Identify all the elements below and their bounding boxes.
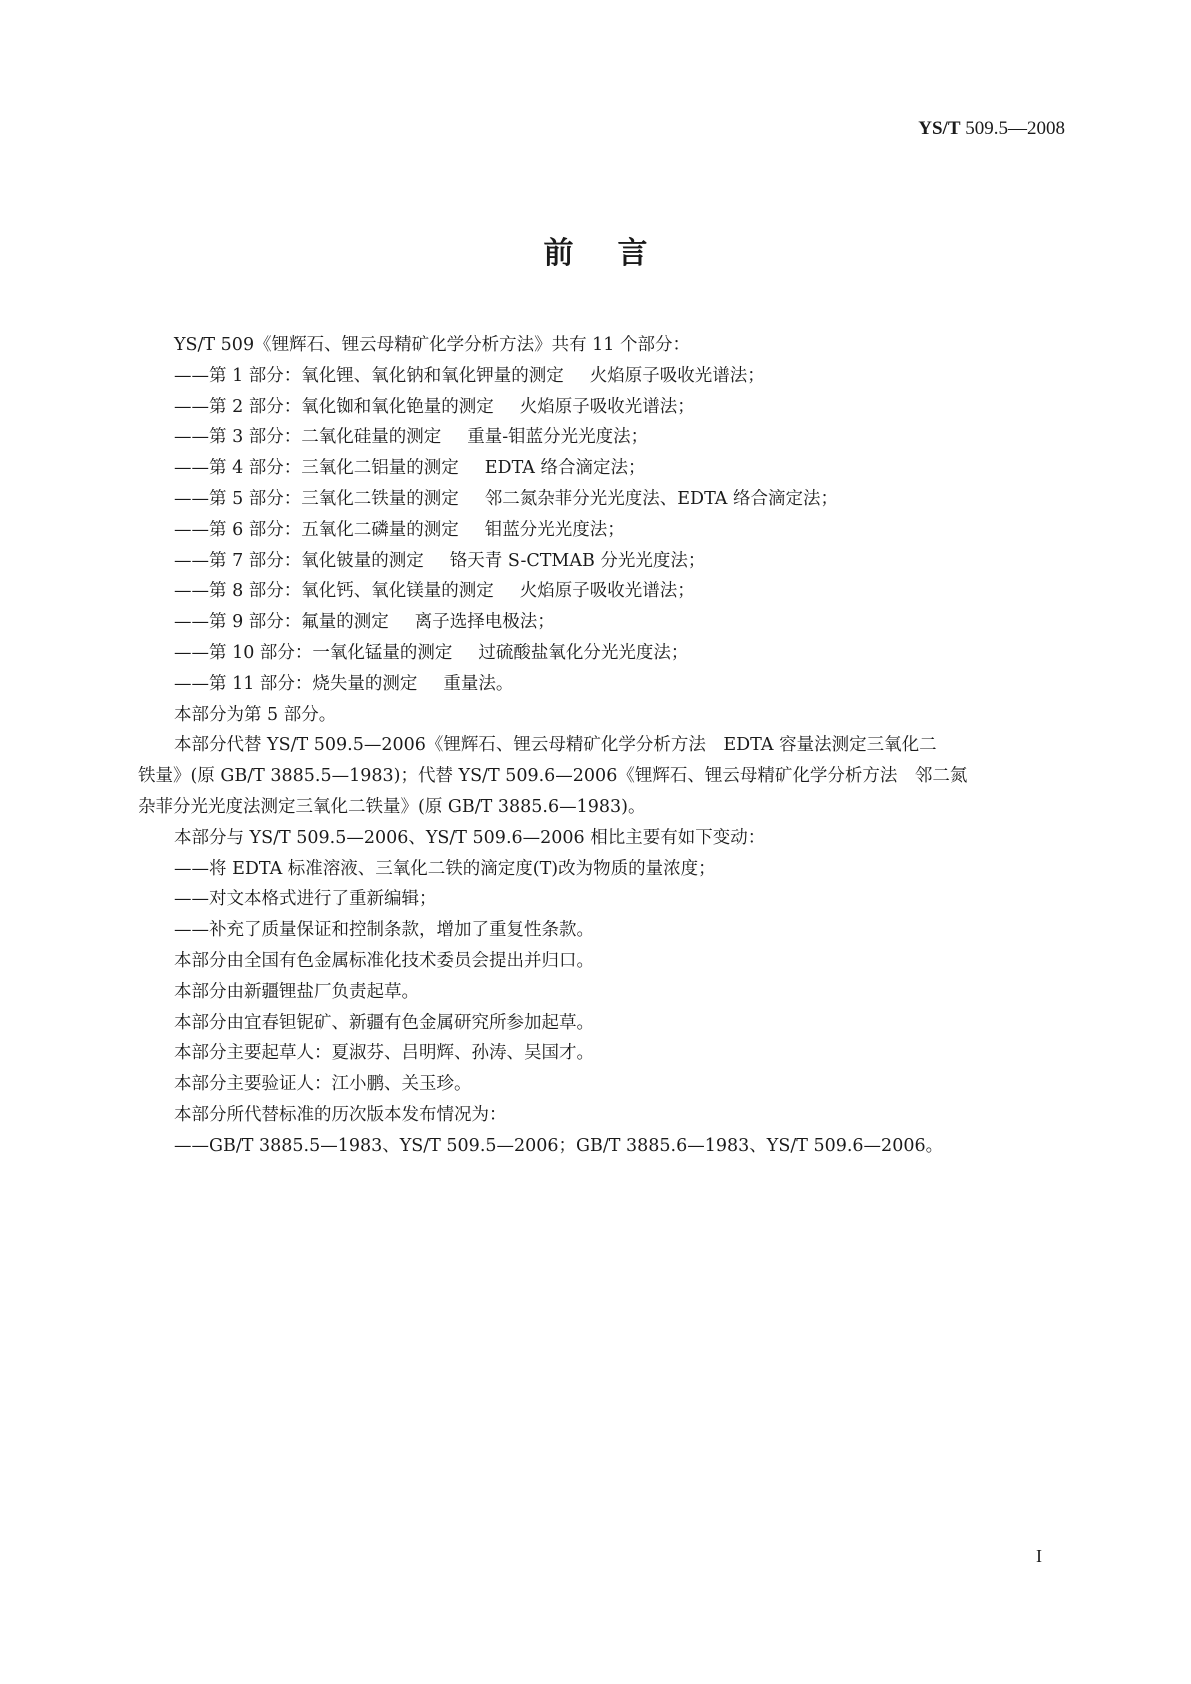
part-item: ——第 5 部分：三氧化二铁量的测定 邻二氮杂菲分光光度法、EDTA 络合滴定法； xyxy=(174,488,838,509)
statement-history-intro: 本部分所代替标准的历次版本发布情况为： xyxy=(174,1104,507,1125)
part-item: ——第 8 部分：氧化钙、氧化镁量的测定 火焰原子吸收光谱法； xyxy=(174,581,695,602)
page-title: 前言 xyxy=(543,236,692,271)
part-item: ——第 9 部分：氟量的测定 离子选择电极法； xyxy=(174,612,555,633)
foreword-body xyxy=(138,330,1064,1162)
changes-intro: 本部分与 YS/T 509.5—2006、YS/T 509.6—2006 相比主要有如下变动： xyxy=(174,827,766,848)
part-item: ——第 4 部分：三氧化二铝量的测定 EDTA 络合滴定法； xyxy=(174,458,646,479)
change-item: ——补充了质量保证和控制条款，增加了重复性条款。 xyxy=(174,920,594,941)
statement-drafter: 本部分由新疆锂盐厂负责起草。 xyxy=(174,981,419,1002)
standard-prefix: YS/T xyxy=(918,118,961,139)
replaces-line-2: 铁量》(原 GB/T 3885.5—1983)；代替 YS/T 509.6—2006《锂辉石、锂云母精矿化学分析方法 邻二氮 xyxy=(138,766,968,787)
change-item: ——对文本格式进行了重新编辑； xyxy=(174,889,437,910)
replaces-line-3: 杂菲分光光度法测定三氧化二铁量》(原 GB/T 3885.6—1983)。 xyxy=(138,796,646,817)
statement-participants: 本部分由宜春钽铌矿、新疆有色金属研究所参加起草。 xyxy=(174,1012,594,1033)
part-item: ——第 7 部分：氧化铍量的测定 铬天青 S-CTMAB 分光光度法； xyxy=(174,550,706,571)
part-item: ——第 10 部分：一氧化锰量的测定 过硫酸盐氧化分光光度法； xyxy=(174,642,689,663)
standard-number: 509.5—2008 xyxy=(965,118,1065,139)
part-item: ——第 2 部分：氧化铷和氧化铯量的测定 火焰原子吸收光谱法； xyxy=(174,396,695,417)
page-number: I xyxy=(1036,1546,1042,1566)
part-item: ——第 1 部分：氧化锂、氧化钠和氧化钾量的测定 火焰原子吸收光谱法； xyxy=(174,365,765,386)
part-item: ——第 6 部分：五氧化二磷量的测定 钼蓝分光光度法； xyxy=(174,519,625,540)
standard-code xyxy=(918,118,1065,140)
this-part-line: 本部分为第 5 部分。 xyxy=(174,704,337,725)
statement-main-drafters: 本部分主要起草人：夏淑芬、吕明辉、孙涛、吴国才。 xyxy=(174,1043,594,1064)
change-item: ——将 EDTA 标准溶液、三氧化二铁的滴定度(T)改为物质的量浓度； xyxy=(174,858,716,879)
replaces-line-1: 本部分代替 YS/T 509.5—2006《锂辉石、锂云母精矿化学分析方法 EDTA 容量法测定三氧化二 xyxy=(174,735,937,756)
part-item: ——第 3 部分：二氧化硅量的测定 重量-钼蓝分光光度法； xyxy=(174,427,649,448)
statement-verifiers: 本部分主要验证人：江小鹏、关玉珍。 xyxy=(174,1074,472,1095)
intro-line: YS/T 509《锂辉石、锂云母精矿化学分析方法》共有 11 个部分： xyxy=(174,335,690,355)
history-line: ——GB/T 3885.5—1983、YS/T 509.5—2006；GB/T 3885.6—1983、YS/T 509.6—2006。 xyxy=(174,1135,944,1156)
part-item: ——第 11 部分：烧失量的测定 重量法。 xyxy=(174,673,514,694)
statement-proposer: 本部分由全国有色金属标准化技术委员会提出并归口。 xyxy=(174,950,594,971)
